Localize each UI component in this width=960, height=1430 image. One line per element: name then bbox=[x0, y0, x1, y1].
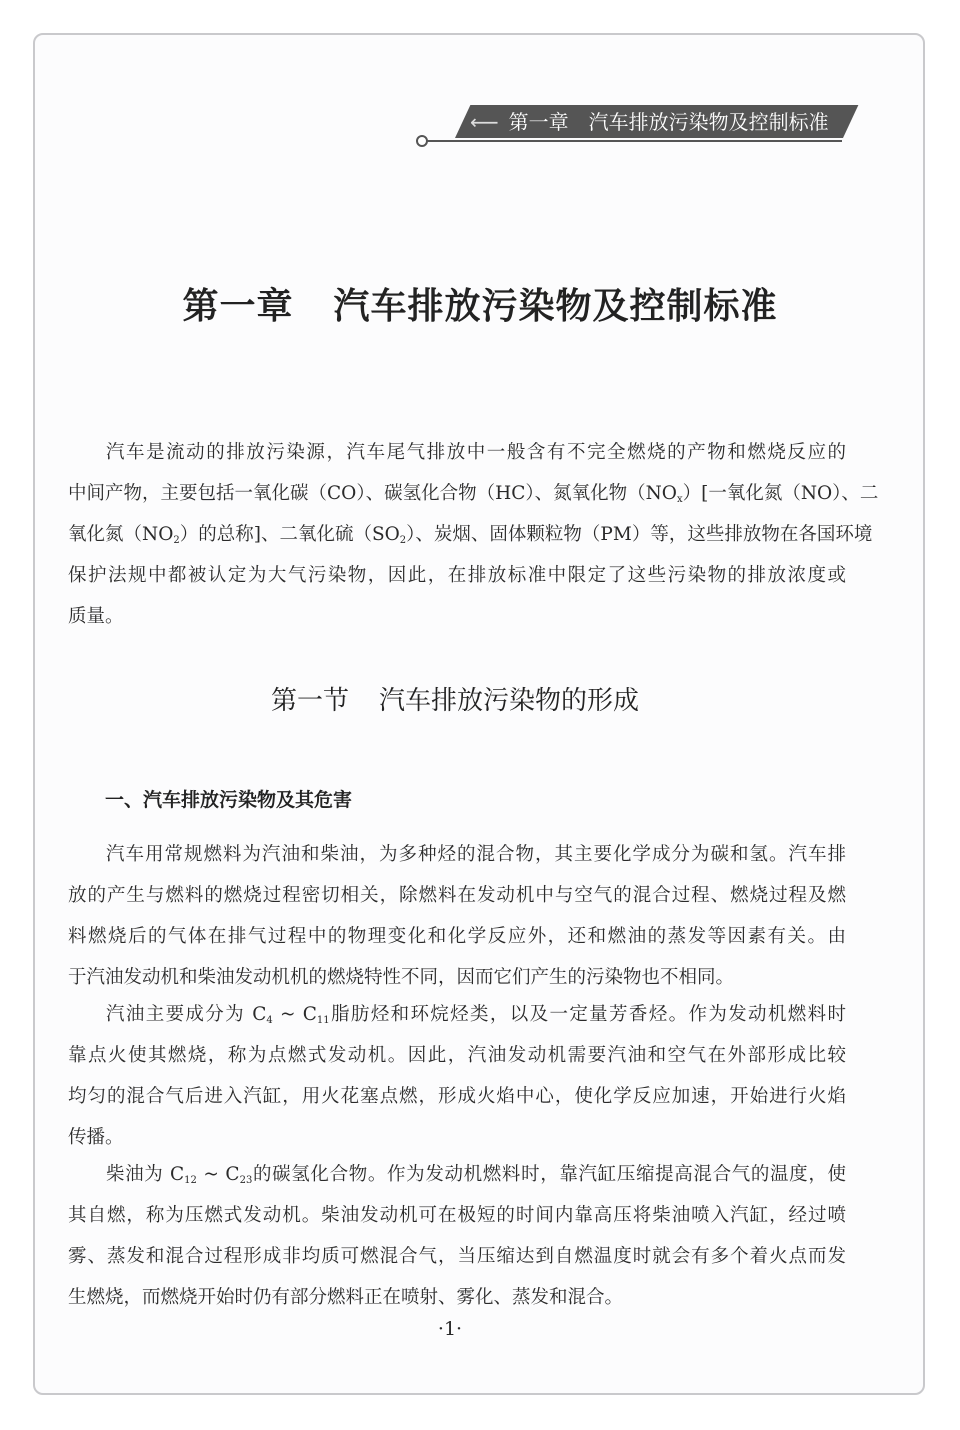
text-segment: 氧化氮（NO bbox=[68, 524, 174, 545]
text-segment: 生燃烧，而燃烧开始时仍有部分燃料正在喷射、雾化、蒸发和混合。 bbox=[68, 1287, 624, 1308]
chapter-name: 汽车排放污染物及控制标准 bbox=[333, 285, 778, 327]
text-segment: 汽油主要成分为 C bbox=[106, 1004, 267, 1025]
text-line bbox=[68, 1236, 846, 1277]
text-line bbox=[68, 834, 846, 875]
text-line bbox=[68, 916, 846, 957]
text-line bbox=[68, 1277, 846, 1318]
text-line bbox=[68, 1195, 846, 1236]
text-segment: 保护法规中都被认定为大气污染物，因此，在排放标准中限定了这些污染物的排放浓度或 bbox=[68, 565, 846, 586]
section-name: 汽车排放污染物的形成 bbox=[379, 686, 640, 716]
text-line bbox=[68, 1154, 846, 1195]
text-line bbox=[68, 994, 846, 1035]
text-line bbox=[68, 473, 879, 514]
chapter-number: 第一章 bbox=[182, 285, 294, 327]
text-segment: 柴油为 C bbox=[106, 1164, 185, 1185]
text-segment: 均匀的混合气后进入汽缸，用火花塞点燃，形成火焰中心，使化学反应加速，开始进行火焰 bbox=[68, 1086, 846, 1107]
text-segment: 质量。 bbox=[68, 606, 124, 627]
chapter-title bbox=[0, 278, 960, 329]
body-paragraph bbox=[68, 994, 846, 1158]
subscript: 2 bbox=[173, 535, 180, 546]
body-paragraph bbox=[68, 834, 846, 998]
running-header-chapter: 第一章 bbox=[508, 110, 569, 134]
intro-paragraph bbox=[68, 432, 879, 637]
text-segment: 靠点火使其燃烧，称为点燃式发动机。因此，汽油发动机需要汽油和空气在外部形成比较 bbox=[68, 1045, 846, 1066]
body-paragraph bbox=[68, 1154, 846, 1318]
text-segment: ~ C bbox=[272, 1004, 317, 1025]
text-line bbox=[68, 957, 846, 998]
text-segment: 的碳氢化合物。作为发动机燃料时，靠汽缸压缩提高混合气的温度，使 bbox=[252, 1164, 846, 1185]
text-line bbox=[68, 596, 846, 637]
text-segment: 料燃烧后的气体在排气过程中的物理变化和化学反应外，还和燃油的蒸发等因素有关。由 bbox=[68, 926, 846, 947]
header-rule-dot bbox=[416, 135, 428, 147]
section-number: 第一节 bbox=[270, 686, 349, 716]
text-line bbox=[68, 555, 846, 596]
text-line bbox=[68, 1035, 846, 1076]
arrow-left-icon: ⟵ bbox=[470, 110, 499, 134]
text-segment: 于汽油发动机和柴油发动机机的燃烧特性不同，因而它们产生的污染物也不相同。 bbox=[68, 967, 735, 988]
page-number: ·1· bbox=[437, 1318, 463, 1340]
text-line bbox=[68, 1076, 846, 1117]
text-segment: 其自燃，称为压燃式发动机。柴油发动机可在极短的时间内靠高压将柴油喷入汽缸，经过喷 bbox=[68, 1205, 846, 1226]
text-segment: 中间产物，主要包括一氧化碳（CO）、碳氢化合物（HC）、氮氧化物（NO bbox=[68, 483, 677, 504]
text-segment: ~ C bbox=[196, 1164, 240, 1185]
text-segment: ）、炭烟、固体颗粒物（PM）等，这些排放物在各国环境 bbox=[406, 524, 873, 545]
text-line bbox=[68, 875, 846, 916]
text-segment: 传播。 bbox=[68, 1127, 124, 1148]
text-line bbox=[68, 432, 846, 473]
running-header-title: 汽车排放污染物及控制标准 bbox=[588, 110, 829, 134]
section-title bbox=[0, 680, 910, 717]
text-segment: 汽车是流动的排放污染源，汽车尾气排放中一般含有不完全燃烧的产物和燃烧反应的 bbox=[106, 442, 846, 463]
text-segment: 汽车用常规燃料为汽油和柴油，为多种烃的混合物，其主要化学成分为碳和氢。汽车排 bbox=[106, 844, 846, 865]
text-segment: ）[一氧化氮（NO）、二 bbox=[682, 483, 879, 504]
subheading: 一、汽车排放污染物及其危害 bbox=[105, 789, 353, 811]
subscript: 2 bbox=[399, 535, 407, 546]
subscript: x bbox=[676, 494, 683, 505]
subscript: 23 bbox=[239, 1175, 253, 1186]
header-rule bbox=[426, 140, 842, 142]
text-line bbox=[68, 1117, 846, 1158]
text-segment: 放的产生与燃料的燃烧过程密切相关，除燃料在发动机中与空气的混合过程、燃烧过程及燃 bbox=[68, 885, 846, 906]
text-line bbox=[68, 514, 873, 555]
text-segment: 雾、蒸发和混合过程形成非均质可燃混合气，当压缩达到自燃温度时就会有多个着火点而发 bbox=[68, 1246, 846, 1267]
text-segment: ）的总称]、二氧化硫（SO bbox=[179, 524, 400, 545]
subscript: 11 bbox=[316, 1015, 330, 1026]
text-segment: 脂肪烃和环烷烃类，以及一定量芳香烃。作为发动机燃料时 bbox=[329, 1004, 846, 1025]
subscript: 12 bbox=[184, 1175, 197, 1186]
subscript: 4 bbox=[266, 1015, 273, 1026]
running-header bbox=[462, 106, 840, 138]
